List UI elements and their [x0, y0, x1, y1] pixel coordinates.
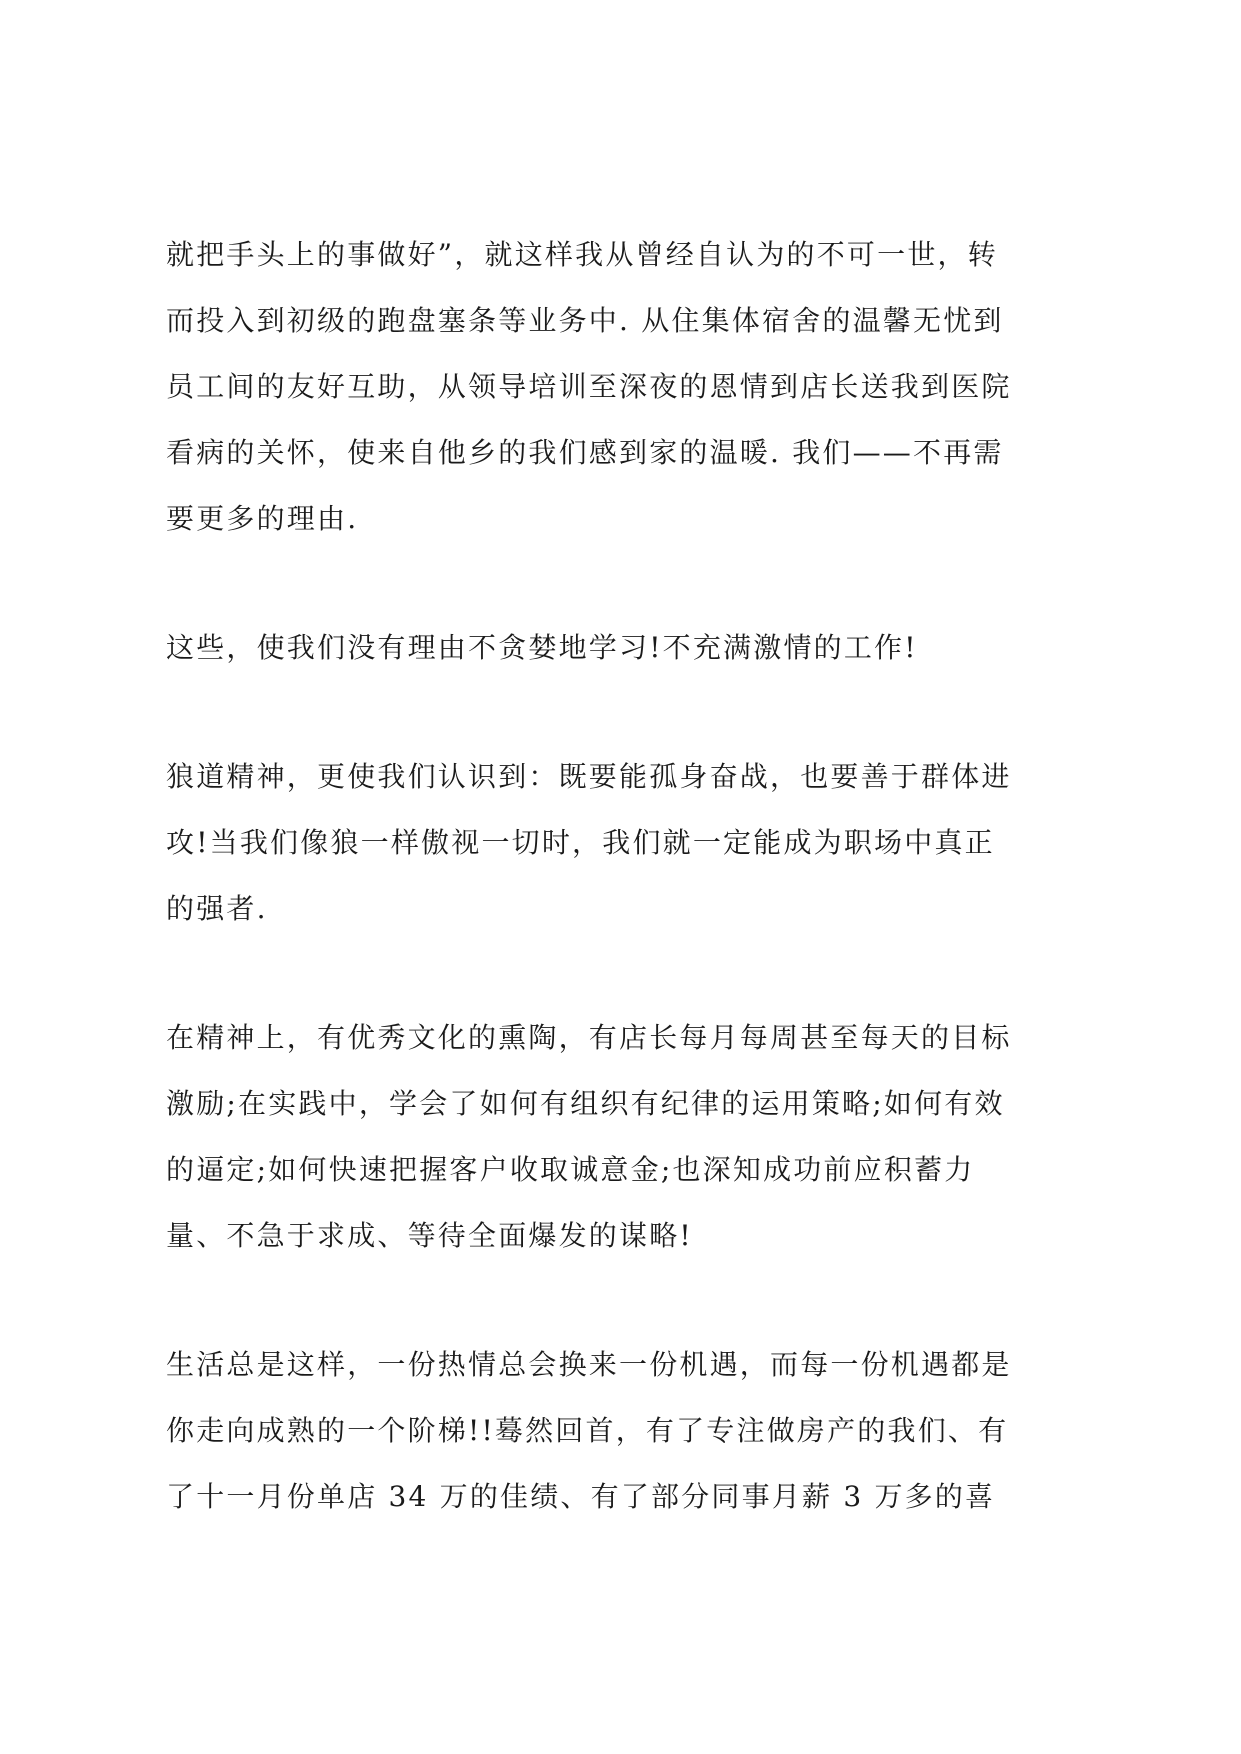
- text-line: 看病的关怀，使来自他乡的我们感到家的温暖. 我们——不再需: [166, 436, 1004, 469]
- text-line: 激励;在实践中，学会了如何有组织有纪律的运用策略;如何有效: [166, 1087, 1005, 1120]
- text-line: 生活总是这样，一份热情总会换来一份机遇，而每一份机遇都是: [166, 1348, 1012, 1381]
- document-body: [166, 222, 1096, 1530]
- text-line: 这些，使我们没有理由不贪婪地学习!不充满激情的工作!: [166, 631, 918, 664]
- text-line: 的逼定;如何快速把握客户收取诚意金;也深知成功前应积蓄力: [166, 1153, 975, 1186]
- paragraph-5: [166, 1332, 1096, 1530]
- text-line: 员工间的友好互助，从领导培训至深夜的恩情到店长送我到医院: [166, 370, 1012, 403]
- text-line: 了十一月份单店 34 万的佳绩、有了部分同事月薪 3 万多的喜: [166, 1480, 996, 1513]
- text-line: 狼道精神，更使我们认识到：既要能孤身奋战，也要善于群体进: [166, 760, 1012, 793]
- text-line: 要更多的理由.: [166, 502, 359, 535]
- text-line: 的强者.: [166, 892, 268, 925]
- text-line: 量、不急于求成、等待全面爆发的谋略!: [166, 1219, 693, 1252]
- text-line: 攻!当我们像狼一样傲视一切时，我们就一定能成为职场中真正: [166, 826, 995, 859]
- text-line: 你走向成熟的一个阶梯!!蓦然回首，有了专注做房产的我们、有: [166, 1414, 1009, 1447]
- text-line: 就把手头上的事做好”，就这样我从曾经自认为的不可一世，转: [166, 238, 998, 271]
- text-line: 而投入到初级的跑盘塞条等业务中. 从住集体宿舍的温馨无忧到: [166, 304, 1004, 337]
- text-line: 在精神上，有优秀文化的熏陶，有店长每月每周甚至每天的目标: [166, 1021, 1012, 1054]
- paragraph-4: [166, 1005, 1096, 1269]
- paragraph-1: [166, 222, 1096, 552]
- paragraph-3: [166, 744, 1096, 942]
- paragraph-2: [166, 615, 1096, 681]
